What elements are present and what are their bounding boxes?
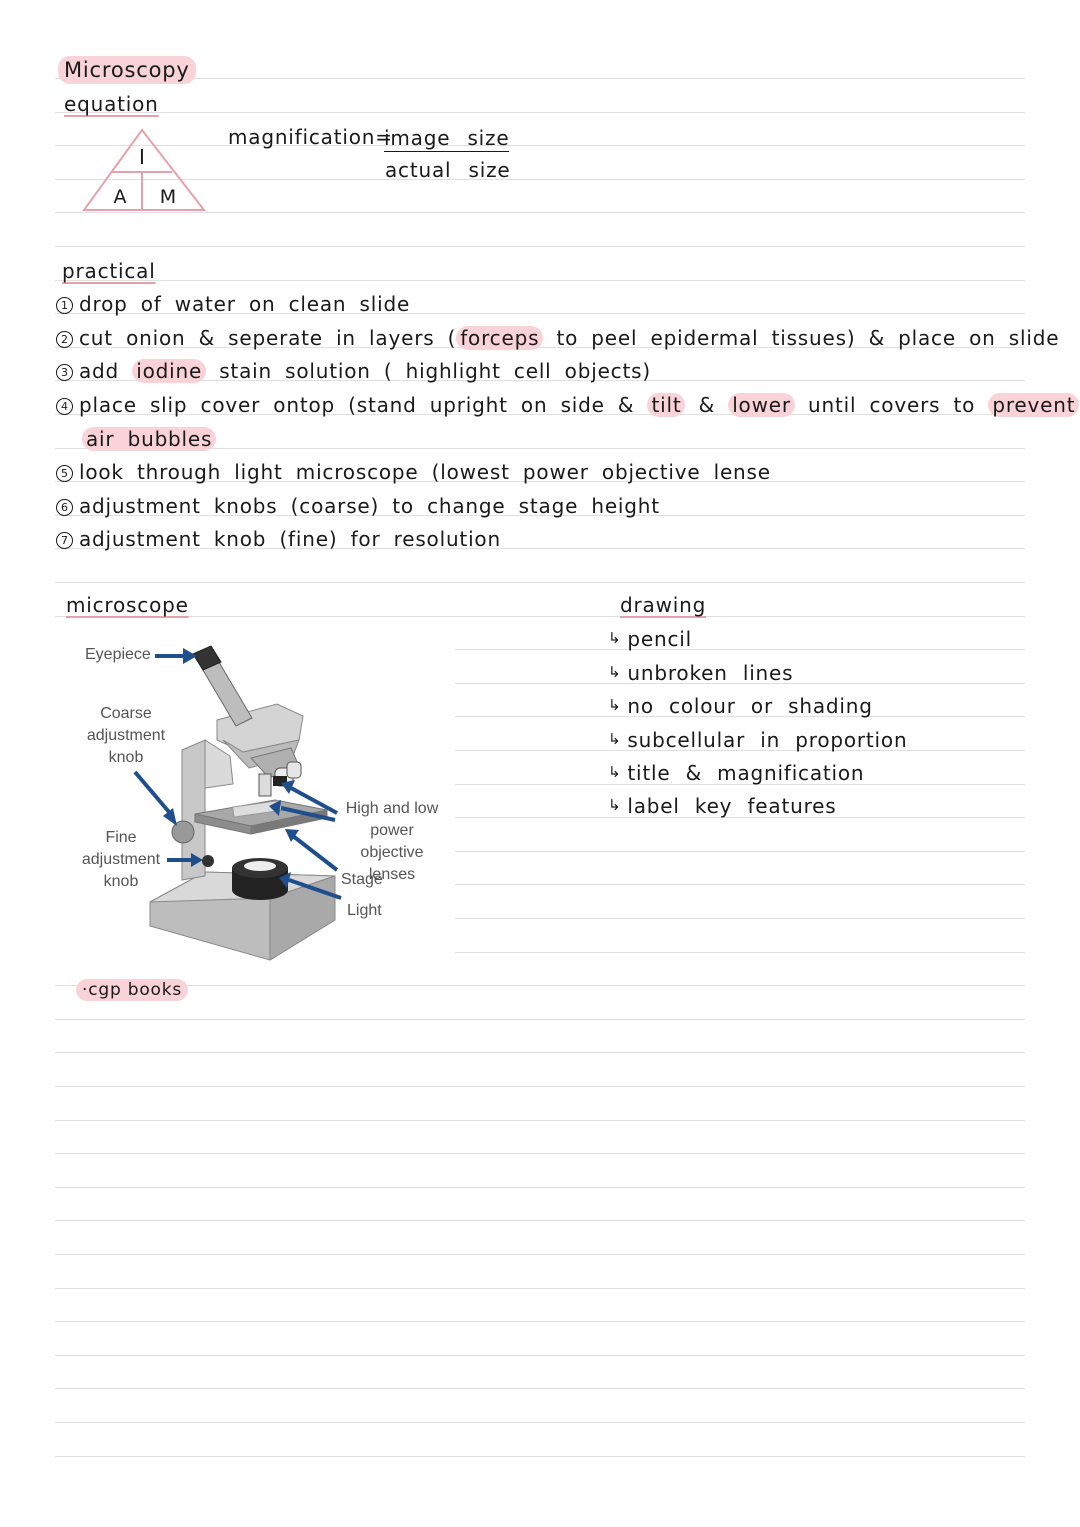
objective-line-3: lenses (368, 866, 416, 883)
bullet-arrow-icon: ↳ (608, 763, 622, 781)
ruled-line (55, 280, 1025, 281)
ruled-line (55, 1120, 1025, 1121)
drawing-item-text: subcellular in proportion (627, 728, 908, 752)
triangle-a: A (113, 186, 127, 208)
microscope-heading: microscope (66, 593, 189, 617)
ruled-line (55, 1019, 1025, 1020)
equation-heading: equation (64, 92, 159, 116)
step-text: & (685, 393, 729, 417)
practical-step (56, 326, 1059, 350)
step-number: 7 (56, 532, 73, 549)
triangle-m: M (159, 186, 177, 208)
ruled-line (55, 1086, 1025, 1087)
practical-step (56, 359, 651, 383)
step-text: to peel epidermal tissues) & place on slide (543, 326, 1060, 350)
ruled-line (55, 1388, 1025, 1389)
step-number: 4 (56, 398, 73, 415)
highlighted-term: prevent (988, 393, 1079, 417)
step-number: 1 (56, 297, 73, 314)
step-text: until covers to (794, 393, 989, 417)
ruled-line (55, 1153, 1025, 1154)
bullet-arrow-icon: ↳ (608, 696, 622, 714)
step-number: 3 (56, 364, 73, 381)
practical-step (56, 494, 660, 518)
step-number: 5 (56, 465, 73, 482)
ruled-line (55, 1456, 1025, 1457)
coarse-line-3: knob (108, 749, 144, 766)
practical-heading: practical (62, 259, 156, 283)
drawing-item (608, 761, 864, 785)
ruled-line (55, 985, 1025, 986)
practical-step (82, 427, 216, 451)
label-stage: Stage (341, 871, 383, 888)
bullet-arrow-icon: ↳ (608, 796, 622, 814)
label-coarse-knob (83, 703, 169, 769)
step-number: 2 (56, 331, 73, 348)
ruled-line (55, 112, 1025, 113)
label-fine-knob (79, 827, 163, 893)
coarse-line-1: Coarse (100, 705, 152, 722)
drawing-item (608, 794, 837, 818)
bullet-arrow-icon: ↳ (608, 663, 622, 681)
step-text: look through light microscope (lowest power objective lense (79, 460, 771, 484)
label-light: Light (347, 902, 382, 919)
label-eyepiece: Eyepiece (85, 646, 151, 663)
ruled-line (55, 1052, 1025, 1053)
ruled-line (55, 246, 1025, 247)
drawing-item-text: unbroken lines (627, 661, 794, 685)
practical-step (56, 527, 501, 551)
practical-step (56, 393, 1079, 417)
step-number: 6 (56, 499, 73, 516)
objective-line-1: High and low (345, 800, 439, 817)
highlighted-term: air bubbles (82, 427, 216, 451)
drawing-item-text: title & magnification (627, 761, 865, 785)
step-text: adjustment knobs (coarse) to change stage height (79, 494, 660, 518)
ruled-line (55, 1355, 1025, 1356)
highlighted-term: tilt (647, 393, 685, 417)
ruled-line (55, 582, 1025, 583)
triangle-i: I (139, 145, 145, 169)
ruled-line (55, 1288, 1025, 1289)
highlighted-term: lower (728, 393, 795, 417)
formula-numerator: image size (384, 126, 510, 150)
bullet-arrow-icon: ↳ (608, 629, 622, 647)
step-text: adjustment knob (fine) for resolution (79, 527, 501, 551)
ruled-line (55, 1187, 1025, 1188)
ruled-line (55, 1422, 1025, 1423)
ima-triangle (80, 126, 210, 216)
highlighted-term: forceps (456, 326, 543, 350)
drawing-item (608, 661, 793, 685)
step-text: stain solution ( highlight cell objects) (206, 359, 651, 383)
fine-line-3: knob (103, 873, 139, 890)
bullet-arrow-icon: ↳ (608, 730, 622, 748)
drawing-item (608, 694, 873, 718)
fine-line-1: Fine (105, 829, 137, 846)
ruled-line (55, 1254, 1025, 1255)
drawing-item (608, 728, 907, 752)
drawing-item (608, 627, 692, 651)
ruled-line (55, 616, 1025, 617)
microscope-figure (55, 628, 455, 978)
ruled-line (55, 78, 1025, 79)
source-note: ·cgp books (76, 980, 188, 1000)
objective-line-2: power objective (360, 822, 424, 861)
formula-denominator: actual size (385, 158, 511, 182)
practical-step (56, 292, 410, 316)
ruled-line (55, 1220, 1025, 1221)
coarse-line-2: adjustment (86, 727, 166, 744)
step-text: cut onion & seperate in layers ( (79, 326, 457, 350)
drawing-item-text: pencil (627, 627, 692, 651)
drawing-item-text: no colour or shading (627, 694, 873, 718)
ruled-line (55, 1321, 1025, 1322)
highlighted-term: iodine (132, 359, 206, 383)
fine-line-2: adjustment (81, 851, 161, 868)
step-text: drop of water on clean slide (79, 292, 411, 316)
drawing-heading: drawing (620, 593, 707, 617)
step-text: add (79, 359, 133, 383)
practical-step (56, 460, 771, 484)
page-title: Microscopy (58, 58, 196, 82)
step-text: place slip cover ontop (stand upright on side & (79, 393, 648, 417)
drawing-item-text: label key features (627, 794, 837, 818)
formula-label: magnification= (228, 125, 393, 149)
